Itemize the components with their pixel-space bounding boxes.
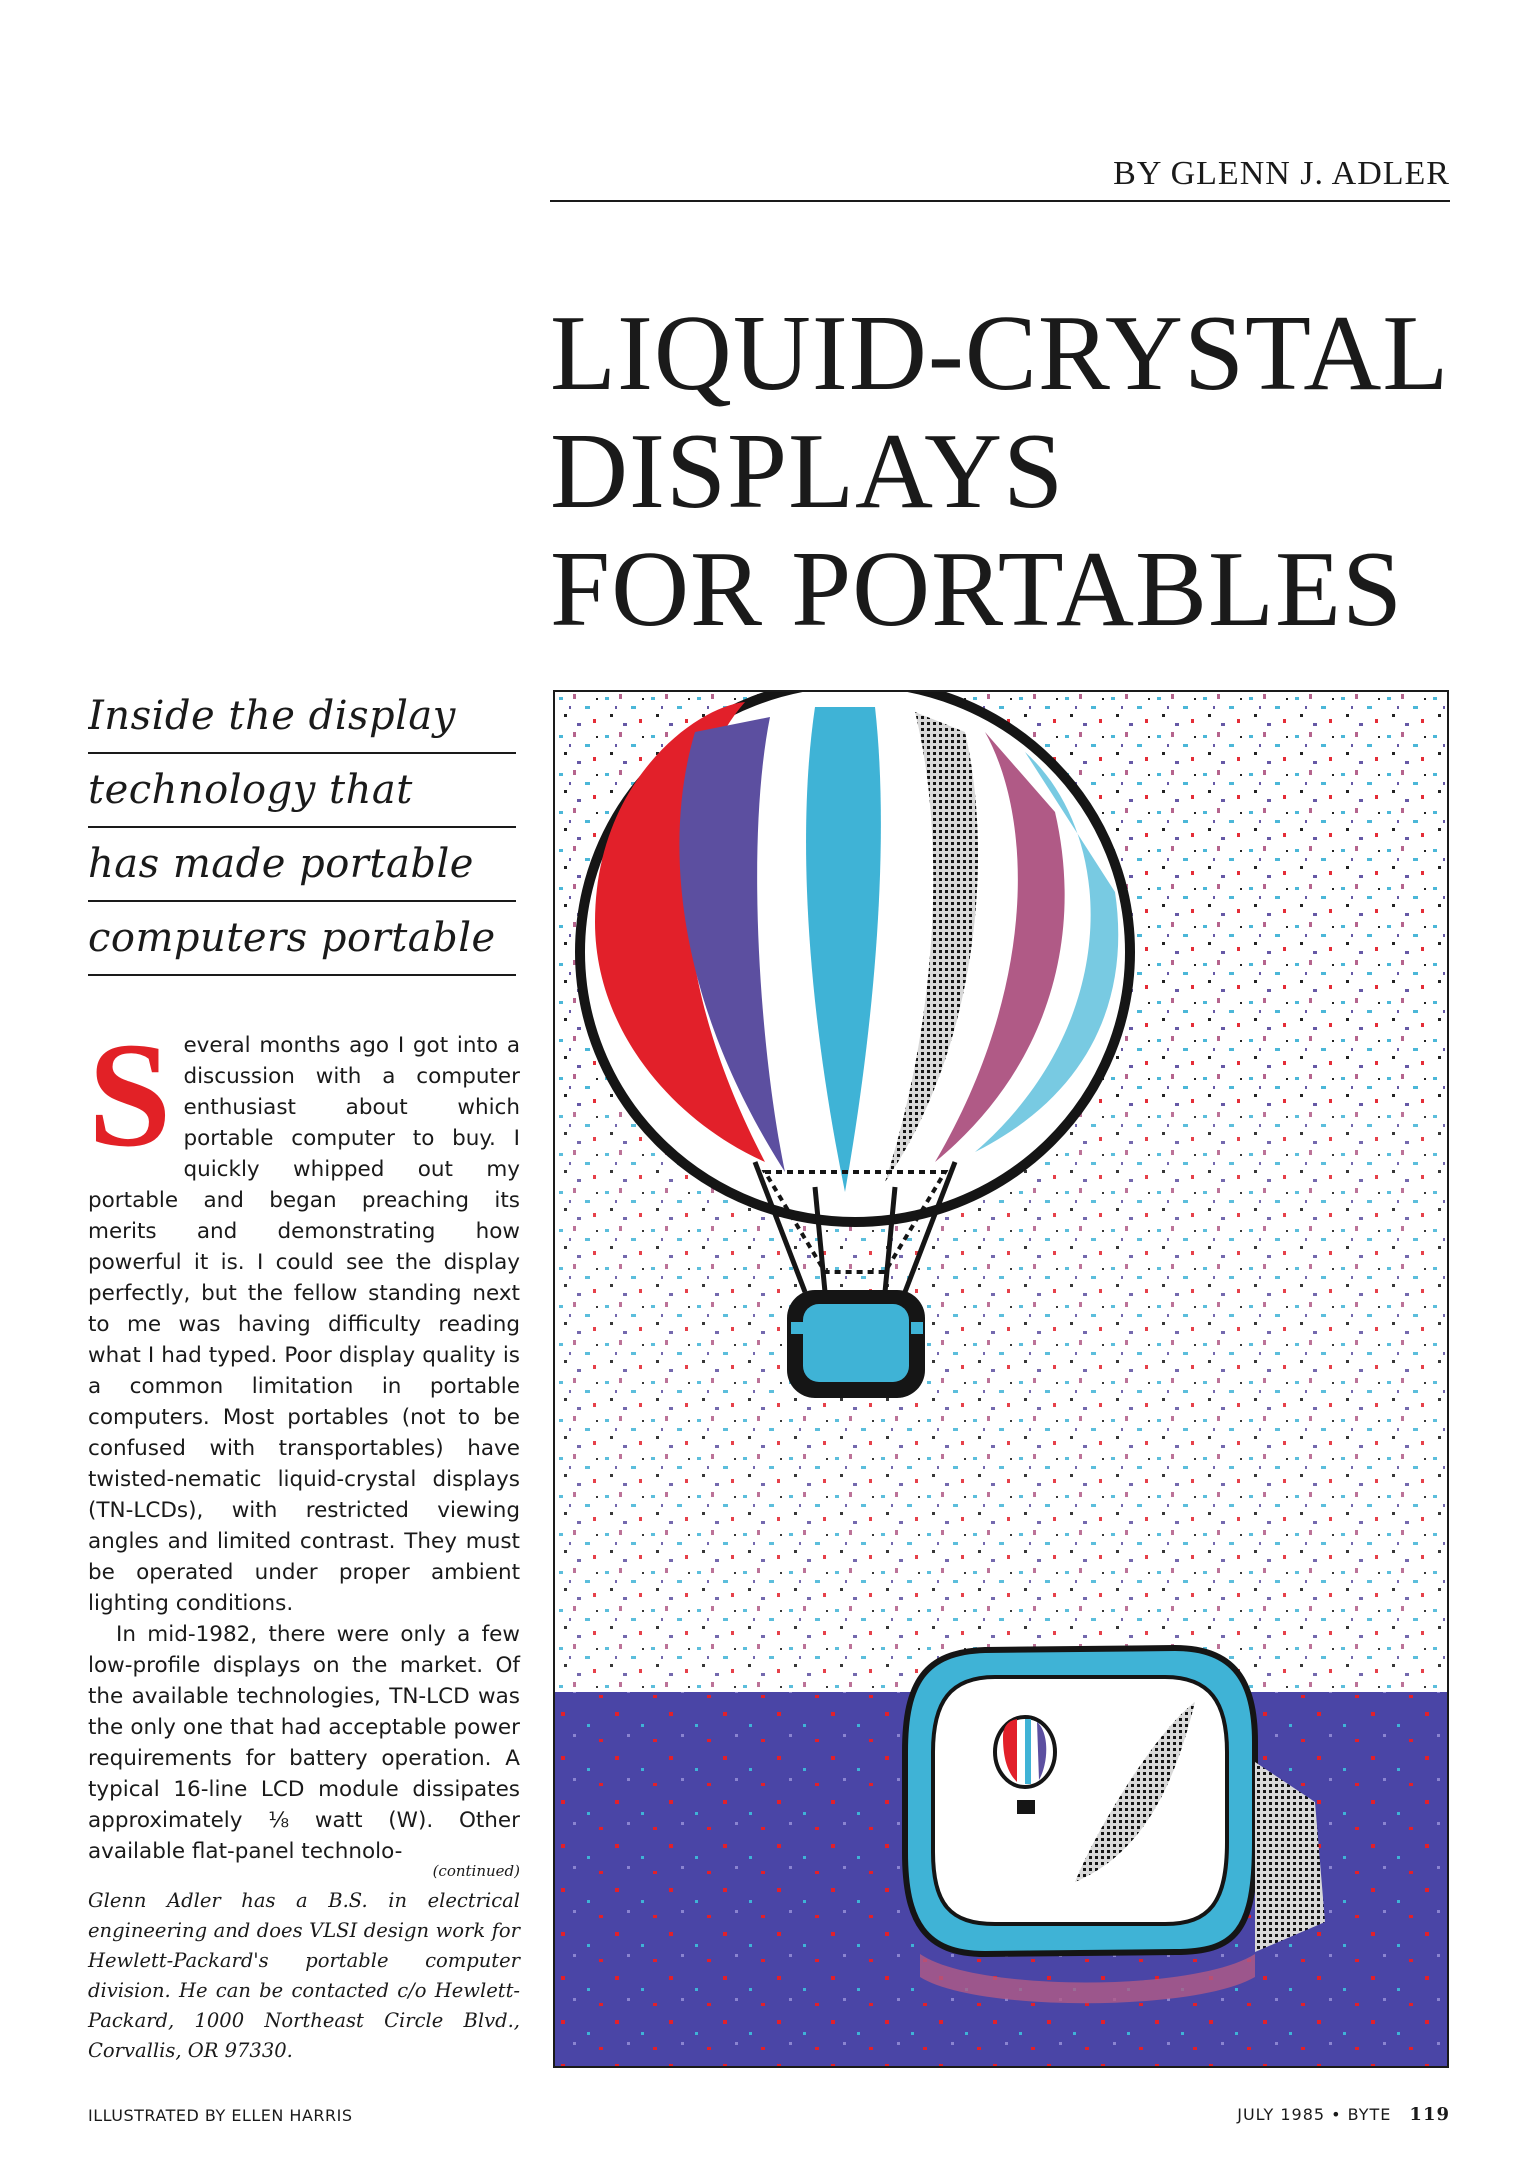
article-title [550,295,1450,649]
drop-cap: S [88,1012,172,1178]
continued-note: (continued) [432,1862,520,1880]
author-bio: Glenn Adler has a B.S. in electrical engineering and does VLSI design work for Hewlett-Packard's portable computer division. He can be contacted c/o Hewlett-Packard, 1000 Northeast Circle Blvd., Corvallis, OR 97330. [88,1889,520,2062]
title-line-1: LIQUID-CRYSTAL [550,294,1450,413]
balloon-illustration [553,690,1449,2068]
folio [1100,2104,1450,2125]
paragraph-2: In mid-1982, there were only a few low-profile displays on the market. Of the available technologies, TN-LCD was the only one that had acceptable power requirements for battery operation. A typical 16-line LCD module dissipates approximately ⅛ watt (W). Other available flat-panel technolo- [88,1622,520,1864]
page-number: 119 [1409,2104,1450,2125]
deck-line-3: has made portable [88,828,516,902]
byline-rule [550,200,1450,202]
deck-line-1: Inside the display [88,680,516,754]
byline: BY GLENN J. ADLER [1113,155,1450,192]
paragraph-1-text: everal months ago I got into a discussion with a computer enthusiast about which portable computer to buy. I quickly whipped out my portable and began preaching its merits and demonstrating how powerful it is. I could see the display perfectly, but the fellow standing next to me was having difficulty reading what I had typed. Poor display quality is a common limitation in portable computers. Most portables (not to be confused with transportables) have twisted-nematic liquid-crystal displays (TN-LCDs), with restricted viewing angles and limited contrast. They must be operated under proper ambient lighting conditions. [88,1033,520,1616]
illustration-credit: ILLUSTRATED BY ELLEN HARRIS [88,2106,353,2125]
paragraph-1 [88,1012,520,1619]
deck-line-4: computers portable [88,902,516,976]
issue-label: JULY 1985 • BYTE [1237,2105,1392,2124]
title-line-2: DISPLAYS [550,412,1065,531]
deck [88,680,516,976]
illustration-svg [555,692,1447,2066]
article-body [88,1012,520,1867]
deck-line-2: technology that [88,754,516,828]
title-line-3: FOR PORTABLES [550,530,1404,649]
